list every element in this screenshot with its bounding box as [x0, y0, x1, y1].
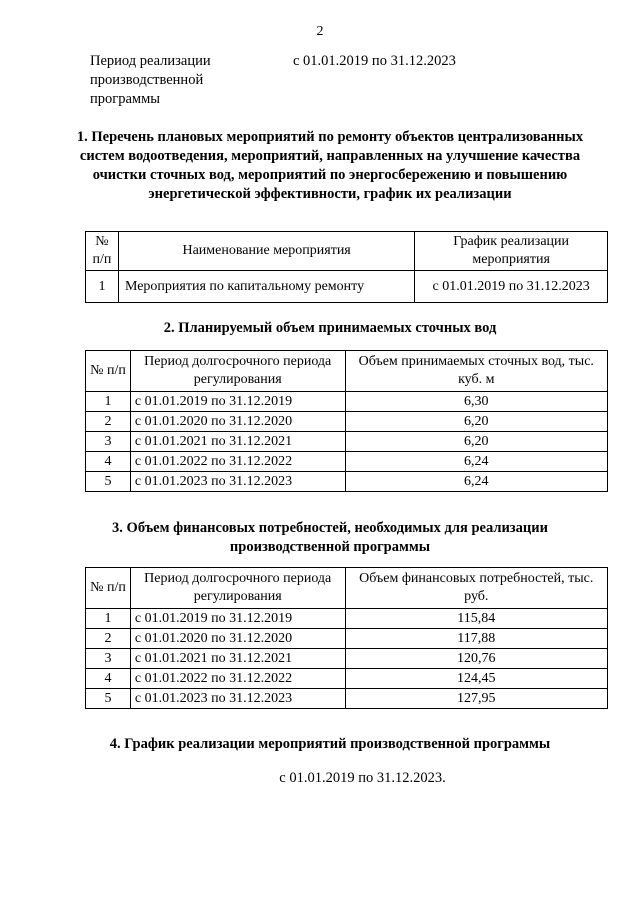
column-header-name: Наименование мероприятия	[118, 232, 414, 271]
section1-heading: 1. Перечень плановых мероприятий по ремонту объектов централизованных систем водоотведения, мероприятий, направленных на улучшение качества очистки сточных вод, мероприятий по энергосбережению и повышению энергетической эффективности, график их реализации	[76, 129, 584, 202]
column-header-volume: Объем принимаемых сточных вод, тыс. куб. м	[345, 351, 607, 392]
column-header-schedule: График реализации мероприятия	[415, 232, 608, 271]
row-number: 3	[86, 649, 131, 669]
wastewater-volume-table	[85, 350, 608, 492]
row-number: 2	[86, 629, 131, 649]
table-row	[86, 271, 608, 303]
row-value: 6,30	[345, 392, 607, 412]
table-row	[86, 609, 608, 629]
column-header-amount: Объем финансовых потребностей, тыс. руб.	[345, 568, 607, 609]
row-period: с 01.01.2020 по 31.12.2020	[130, 629, 345, 649]
financial-needs-table	[85, 567, 608, 709]
row-number: 3	[86, 432, 131, 452]
table-header-row	[86, 568, 608, 609]
schedule-period-text: с 01.01.2019 по 31.12.2023.	[279, 770, 446, 786]
table-header-row	[86, 232, 608, 271]
row-number: 5	[86, 689, 131, 709]
row-number: 2	[86, 412, 131, 432]
column-header-number: № п/п	[86, 351, 131, 392]
table-row	[86, 392, 608, 412]
section4-heading: 4. График реализации мероприятий производственной программы	[109, 736, 551, 752]
row-period: с 01.01.2019 по 31.12.2019	[130, 392, 345, 412]
row-value: 6,24	[345, 472, 607, 492]
row-period: с 01.01.2021 по 31.12.2021	[130, 432, 345, 452]
column-header-number: № п/п	[86, 568, 131, 609]
period-value: с 01.01.2019 по 31.12.2023	[293, 53, 456, 69]
table-row	[86, 432, 608, 452]
row-number: 1	[86, 271, 119, 303]
table-row	[86, 412, 608, 432]
row-number: 5	[86, 472, 131, 492]
row-value: 6,20	[345, 432, 607, 452]
row-value: 124,45	[345, 669, 607, 689]
measure-schedule: с 01.01.2019 по 31.12.2023	[415, 271, 608, 303]
row-number: 4	[86, 669, 131, 689]
measure-name: Мероприятия по капитальному ремонту	[118, 271, 414, 303]
period-label: Период реализации производственной программы	[90, 53, 211, 107]
table-row	[86, 649, 608, 669]
row-period: с 01.01.2022 по 31.12.2022	[130, 669, 345, 689]
column-header-number: № п/п	[86, 232, 119, 271]
page-number: 2	[316, 24, 324, 39]
row-period: с 01.01.2020 по 31.12.2020	[130, 412, 345, 432]
measures-table	[85, 231, 608, 303]
table-row	[86, 452, 608, 472]
table-row	[86, 472, 608, 492]
table-row	[86, 629, 608, 649]
row-period: с 01.01.2023 по 31.12.2023	[130, 689, 345, 709]
section3-heading: 3. Объем финансовых потребностей, необходимых для реализации производственной программы	[112, 520, 548, 555]
row-value: 6,20	[345, 412, 607, 432]
row-period: с 01.01.2019 по 31.12.2019	[130, 609, 345, 629]
column-header-period: Период долгосрочного периода регулирования	[130, 351, 345, 392]
table-header-row	[86, 351, 608, 392]
table-row	[86, 669, 608, 689]
row-value: 127,95	[345, 689, 607, 709]
row-number: 1	[86, 392, 131, 412]
row-value: 115,84	[345, 609, 607, 629]
row-period: с 01.01.2022 по 31.12.2022	[130, 452, 345, 472]
row-number: 4	[86, 452, 131, 472]
table-row	[86, 689, 608, 709]
section2-heading: 2. Планируемый объем принимаемых сточных вод	[163, 320, 497, 336]
row-period: с 01.01.2023 по 31.12.2023	[130, 472, 345, 492]
row-value: 117,88	[345, 629, 607, 649]
row-period: с 01.01.2021 по 31.12.2021	[130, 649, 345, 669]
row-value: 6,24	[345, 452, 607, 472]
row-number: 1	[86, 609, 131, 629]
column-header-period: Период долгосрочного периода регулирования	[130, 568, 345, 609]
row-value: 120,76	[345, 649, 607, 669]
